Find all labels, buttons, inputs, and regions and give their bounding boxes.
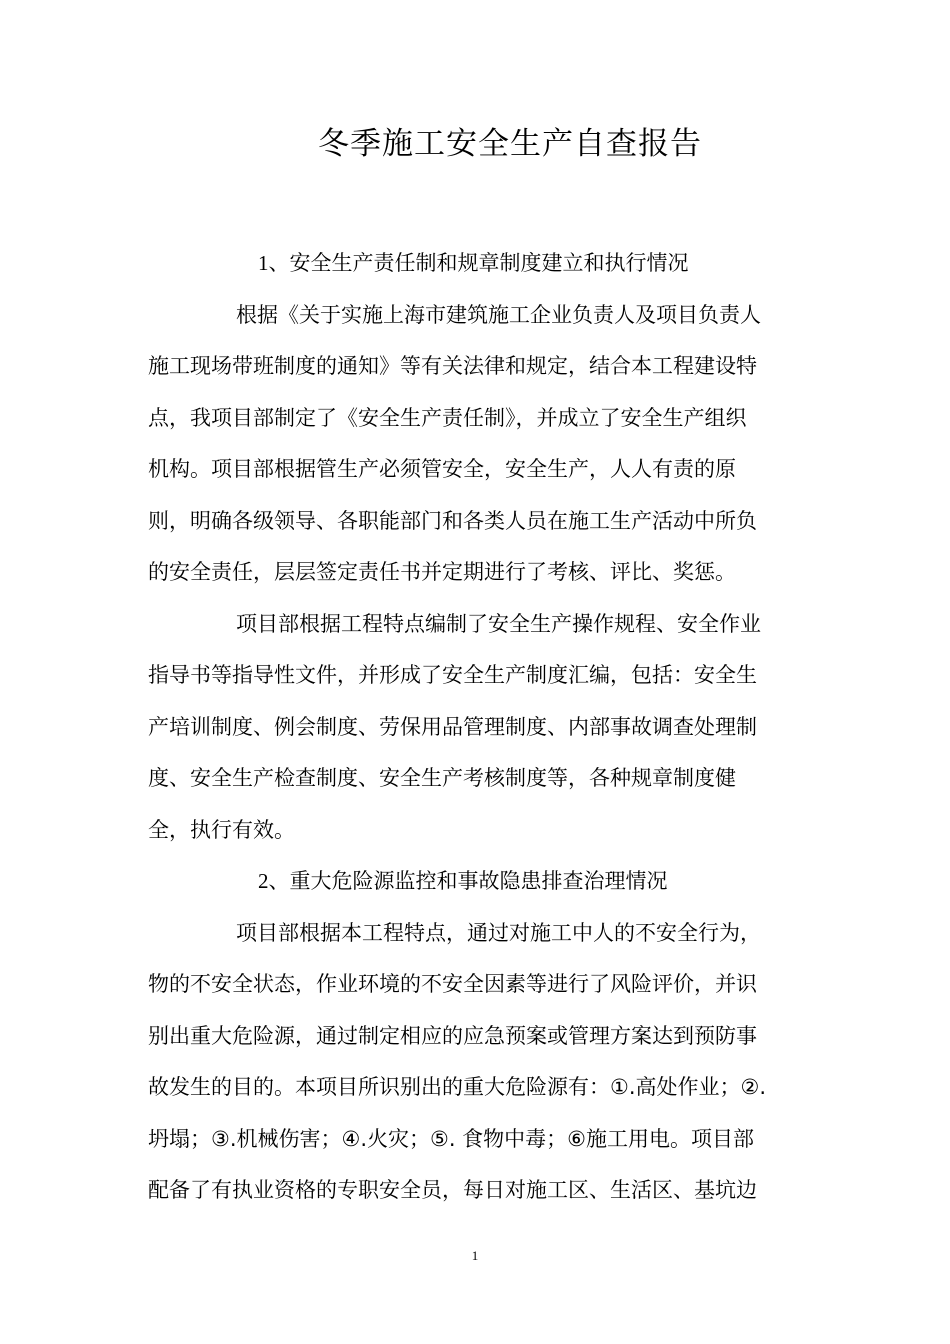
paragraph-line: 点，我项目部制定了《安全生产责任制》，并成立了安全生产组织 <box>148 405 747 430</box>
paragraph-line: 产培训制度、例会制度、劳保用品管理制度、内部事故调查处理制 <box>148 714 757 739</box>
paragraph-line: 根据《关于实施上海市建筑施工企业负责人及项目负责人 <box>236 302 761 327</box>
paragraph-line: 度、安全生产检查制度、安全生产考核制度等，各种规章制度健 <box>148 766 736 790</box>
section-1-heading-text: 、安全生产责任制和规章制度建立和执行情况 <box>268 251 689 275</box>
paragraph-line: 机构。项目部根据管生产必须管安全，安全生产，人人有责的原 <box>148 457 736 481</box>
document-body <box>148 238 800 1217</box>
paragraph-line: 别出重大危险源，通过制定相应的应急预案或管理方案达到预防事 <box>148 1023 757 1048</box>
paragraph-line: 项目部根据工程特点编制了安全生产操作规程、安全作业 <box>236 611 761 636</box>
paragraph-line: 的安全责任，层层签定责任书并定期进行了考核、评比、奖惩。 <box>148 560 736 584</box>
paragraph-line: 全，执行有效。 <box>148 817 295 842</box>
section-1-heading <box>148 238 800 290</box>
document-title: 冬季施工安全生产自查报告 <box>318 126 702 162</box>
paragraph-line: 指导书等指导性文件，并形成了安全生产制度汇编，包括：安全生 <box>148 663 757 687</box>
section-2-paragraph-1 <box>148 908 800 1217</box>
paragraph-line: 施工现场带班制度的通知》等有关法律和规定，结合本工程建设特 <box>148 354 757 378</box>
section-2-heading-text: 、重大危险源监控和事故隐患排查治理情况 <box>268 869 668 893</box>
page-number: 1 <box>471 1248 479 1263</box>
section-2-heading <box>148 856 800 908</box>
paragraph-line: 则，明确各级领导、各职能部门和各类人员在施工生产活动中所负 <box>148 508 757 533</box>
section-2-number: 2 <box>258 869 269 893</box>
paragraph-line: 配备了有执业资格的专职安全员，每日对施工区、生活区、基坑边 <box>148 1178 757 1202</box>
section-1-paragraph-1 <box>148 290 800 599</box>
paragraph-line: 物的不安全状态，作业环境的不安全因素等进行了风险评价，并识 <box>148 972 757 996</box>
paragraph-line: 坍塌；③.机械伤害；④.火灾；⑤. 食物中毒；⑥施工用电。项目部 <box>148 1126 755 1151</box>
paragraph-line: 项目部根据本工程特点，通过对施工中人的不安全行为， <box>236 920 761 945</box>
section-1-number: 1 <box>258 251 269 275</box>
section-1-paragraph-2 <box>148 599 800 857</box>
paragraph-line: 故发生的目的。本项目所识别出的重大危险源有：①.高处作业；②. <box>148 1075 767 1099</box>
